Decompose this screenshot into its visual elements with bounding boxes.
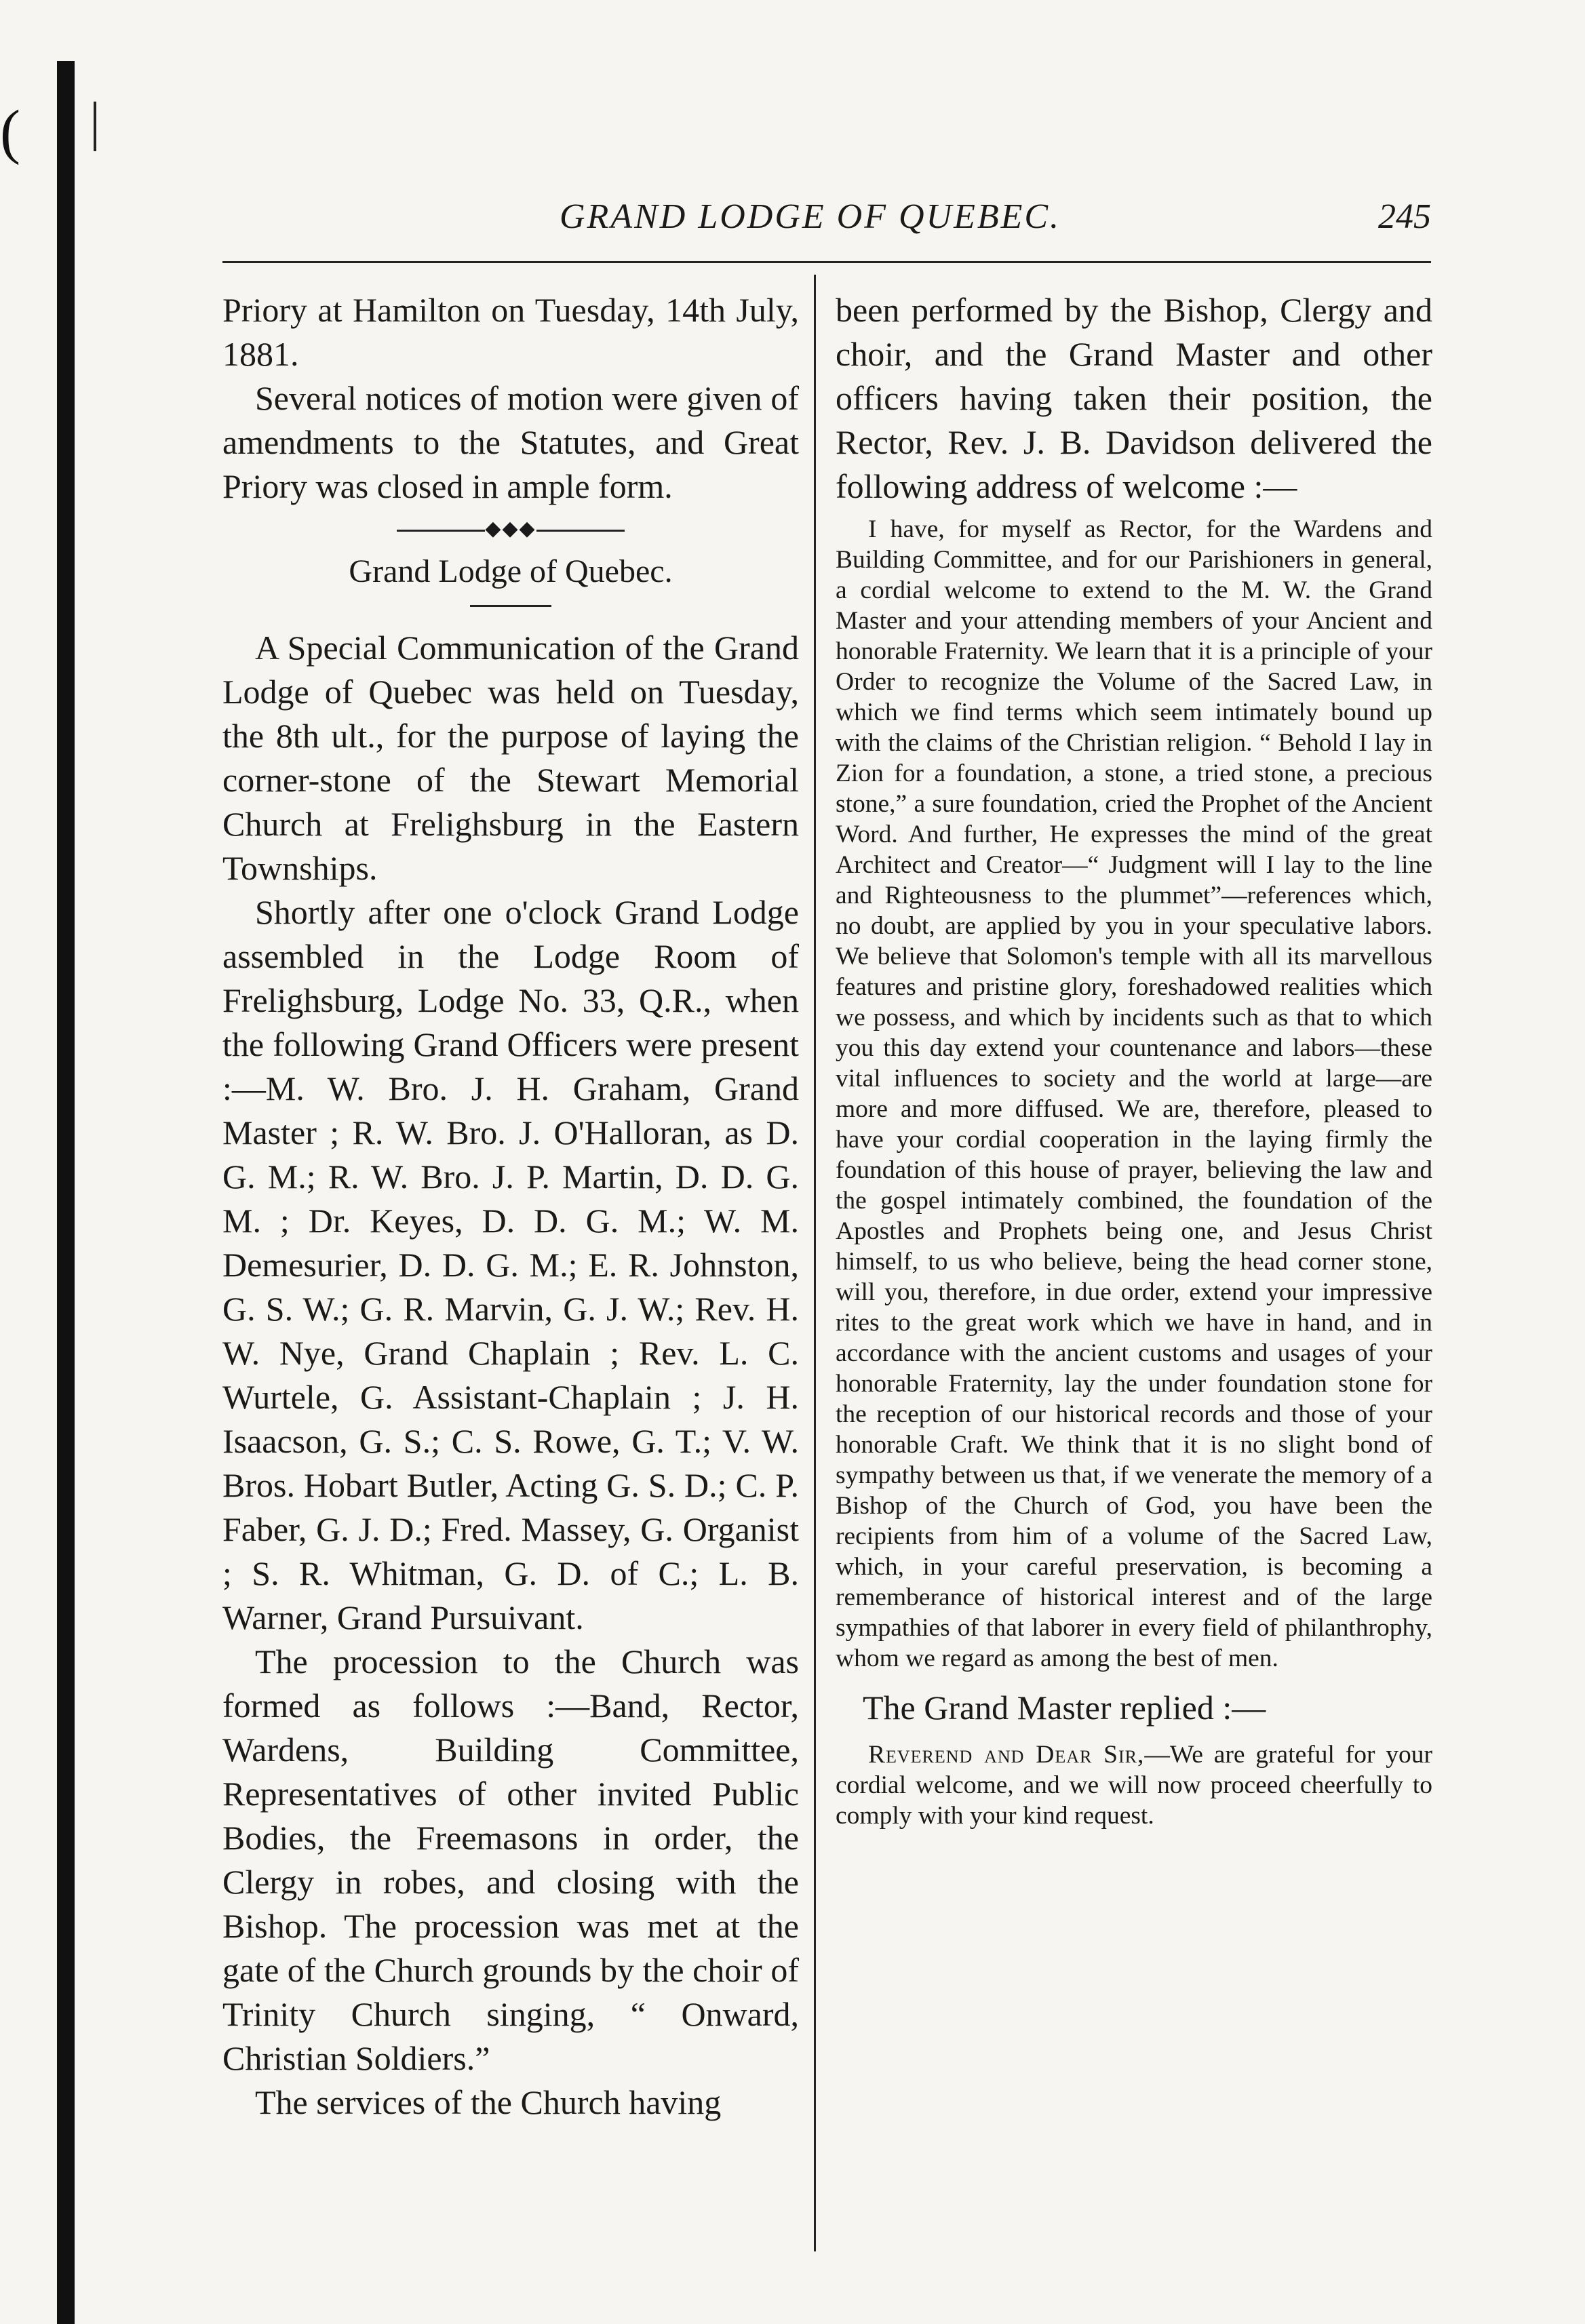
section-ornament: ◆◆◆ <box>222 515 799 543</box>
page-number: 245 <box>1378 197 1431 236</box>
paragraph-officers-present: Shortly after one o'clock Grand Lodge assembled in the Lodge Room of Frelighsburg, Lodge No. 33, Q.R., when the following Grand Officers were present :—M. W. Bro. J. H. Graham, Grand Master ; R. W. Bro. J. O'Halloran, as D. G. M.; R. W. Bro. J. P. Martin, D. D. G. M. ; Dr. Keyes, D. D. G. M.; W. M. Demesurier, D. D. G. M.; E. R. Johnston, G. S. W.; G. R. Marvin, G. J. W.; Rev. H. W. Nye, Grand Chaplain ; Rev. L. C. Wurtele, G. Assistant-Chaplain ; J. H. Isaacson, G. S.; C. S. Rowe, G. T.; V. W. Bros. Hobart Butler, Acting G. S. D.; C. P. Faber, G. J. D.; Fred. Massey, G. Organist ; S. R. Whitman, G. D. of C.; L. B. Warner, Grand Pursuivant. <box>222 893 799 1636</box>
header-rule <box>222 261 1431 263</box>
column-divider <box>814 275 816 2251</box>
binding-edge <box>57 61 75 2324</box>
paragraph-priory-close: Priory at Hamilton on Tuesday, 14th July, 1881. <box>222 291 799 373</box>
binding-mark: | <box>90 92 101 152</box>
section-heading: Grand Lodge of Quebec. <box>349 553 673 589</box>
reply-text: —We are grateful for your cordial welcome, and we will now proceed cheerfully to comply with your kind request. <box>836 1741 1432 1830</box>
paragraph-performed: been performed by the Bishop, Clergy and choir, and the Grand Master and other officers having taken their position, the Rector, Rev. J. B. Davidson delivered the following address of welcome :— <box>836 291 1432 505</box>
running-head <box>217 197 1431 244</box>
reply-paragraph <box>836 1739 1432 1831</box>
paragraph-procession: The procession to the Church was formed as follows :—Band, Rector, Wardens, Building Committee, Representatives of other invited Public Bodies, the Freemasons in order, the Clergy in robes, and closing with the Bishop. The procession was met at the gate of the Church grounds by the choir of Trinity Church singing, “ Onward, Christian Soldiers.” <box>222 1642 799 2077</box>
binding-mark: ( <box>0 98 20 165</box>
right-column <box>836 288 1432 1831</box>
paragraph-notices: Several notices of motion were given of amendments to the Statutes, and Great Priory was closed in ample form. <box>222 379 799 505</box>
address-of-welcome: I have, for myself as Rector, for the Wardens and Building Committee, and for our Parishioners in general, a cordial welcome to extend to the M. W. the Grand Master and your attending members of your Ancient and honorable Fraternity. We learn that it is a principle of your Order to recognize the Volume of the Sacred Law, in which we find terms which seem intimately bound up with the claims of the Christian religion. “ Behold I lay in Zion for a foundation, a stone, a tried stone, a precious stone,” a sure foundation, cried the Prophet of the Ancient Word. And further, He expresses the mind of the great Architect and Creator—“ Judgment will I lay to the line and Righteousness to the plummet”—references which, no doubt, are applied by you in your speculative labors. We believe that Solomon's temple with all its marvellous features and pristine glory, foreshadowed realities which we possess, and which by incidents such as that to which you this day extend your countenance and labors—these vital influences to society and the world at large—are more and more diffused. We are, therefore, pleased to have your cordial cooperation in the laying firmly the foundation of this house of prayer, believing the law and the gospel intimately combined, the foundation of the Apostles and Prophets being one, and Jesus Christ himself, to us who believe, being the head corner stone, will you, therefore, in due order, extend your impressive rites to the great work which we have in hand, and in accordance with the ancient customs and usages of your honorable Fraternity, lay the under foundation stone for the reception of our historical records and those of your honorable Craft. We think that it is no slight bond of sympathy between us that, if we venerate the memory of a Bishop of the Church of God, you have been the recipients from him of a volume of the Sacred Law, which, in your careful preservation, is becoming a rememberance of historical interest and of the large sympathies of that laborer in every field of philanthrophy, whom we regard as among the best of men. <box>836 515 1432 1672</box>
running-title: GRAND LODGE OF QUEBEC. <box>560 197 1061 236</box>
heading-rule <box>470 605 551 607</box>
paragraph-services: The services of the Church having <box>255 2083 722 2121</box>
reply-salutation: Reverend and Dear Sir, <box>868 1741 1145 1769</box>
reply-heading: The Grand Master replied :— <box>863 1689 1266 1727</box>
paragraph-special-communication: A Special Communication of the Grand Lodge of Quebec was held on Tuesday, the 8th ult., for the purpose of laying the corner-stone of the Stewart Memorial Church at Frelighsburg in the Eastern Townships. <box>222 629 799 887</box>
left-column <box>222 288 799 2125</box>
